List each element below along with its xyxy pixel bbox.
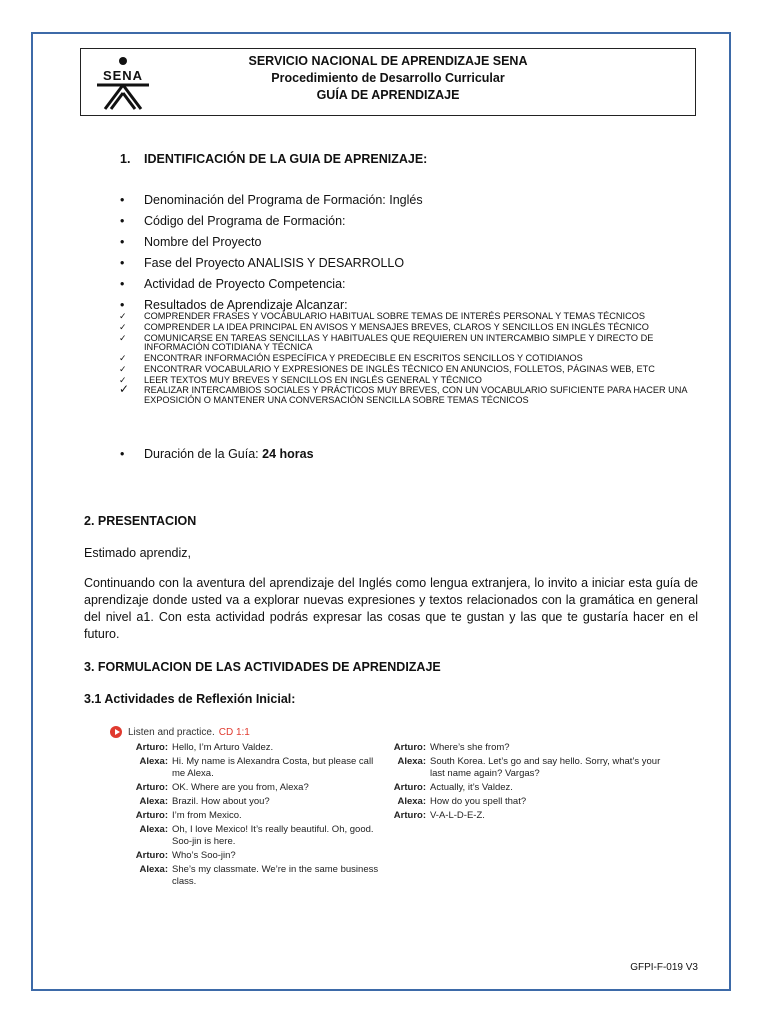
list-item [118,232,698,253]
dialog-column-left [118,742,380,890]
list-item-text: Actividad de Proyecto Competencia: [144,277,346,291]
list-item-text: Denominación del Programa de Formación: Inglés [144,193,423,207]
duration-item [118,447,314,461]
dialog-line [118,782,380,794]
logo-text: SENA [102,68,144,83]
result-text: COMPRENDER FRASES Y VOCABULARIO HABITUAL SOBRE TEMAS DE INTERÉS PERSONAL Y TEMAS TÉCNICOS [144,311,646,321]
checkmark-icon: ✓ [119,352,127,363]
dialog-text: Oh, I love Mexico! It’s really beautiful. Oh, good. Soo-jin is here. [172,824,374,847]
checkmark-icon: ✓ [119,382,130,397]
dialog-text: V-A-L-D-E-Z. [430,810,485,821]
speaker-name: Arturo: [135,742,168,753]
dialog-line [118,864,380,888]
speaker-name: Alexa: [397,756,426,767]
dialog-text: Brazil. How about you? [172,796,270,807]
speaker-name: Arturo: [393,810,426,821]
exercise-instruction [110,726,250,738]
bullet-icon: • [120,256,125,270]
dialog-text: Actually, it’s Valdez. [430,782,513,793]
section-3-heading: 3. FORMULACION DE LAS ACTIVIDADES DE APRENDIZAJE [84,660,441,674]
result-text: ENCONTRAR INFORMACIÓN ESPECÍFICA Y PREDECIBLE EN ESCRITOS SENCILLOS Y COTIDIANOS [144,352,583,363]
speaker-name: Alexa: [397,796,426,807]
identification-list [118,190,698,316]
section-1-title: IDENTIFICACIÓN DE LA GUIA DE APRENIZAJE: [144,152,428,166]
speaker-name: Arturo: [135,782,168,793]
list-item [118,274,698,295]
bullet-icon: • [120,235,125,249]
speaker-name: Arturo: [135,810,168,821]
section-2-heading: 2. PRESENTACION [84,514,197,528]
section-1-number: 1. [120,152,131,166]
list-item-text: Código del Programa de Formación: [144,214,346,228]
listening-exercise [110,726,670,936]
learning-results-list [118,312,698,407]
result-text: REALIZAR INTERCAMBIOS SOCIALES Y PRÁCTICOS MUY BREVES, CON UN VOCABULARIO SUFICIENTE PARA HACER UNA EXPOSICIÓN O MANTENER UNA CONVERSACIÓN SENCILLA SOBRE TEMAS TÉCNICOS [144,385,688,405]
dialog-text: Hi. My name is Alexandra Costa, but please call me Alexa. [172,756,374,779]
speaker-name: Alexa: [139,756,168,767]
bullet-icon: • [120,193,125,207]
checkmark-icon: ✓ [119,374,127,385]
bullet-icon: • [120,214,125,228]
dialog-line [384,742,664,754]
result-text: ENCONTRAR VOCABULARIO Y EXPRESIONES DE INGLÉS TÉCNICO EN ANUNCIOS, FOLLETOS, PÁGINAS WEB, ETC [144,363,655,374]
dialog-line [384,796,664,808]
list-item [118,211,698,232]
document-header [80,48,696,116]
checkmark-icon: ✓ [119,363,127,374]
dialog-text: How do you spell that? [430,796,527,807]
duration-value: 24 horas [262,447,314,461]
result-text: COMUNICARSE EN TAREAS SENCILLAS Y HABITUALES QUE REQUIEREN UN INTERCAMBIO SIMPLE Y DIRECTO DE INFORMACIÓN COTIDIANA Y TÉCNICA [144,332,654,353]
presentation-paragraph: Continuando con la aventura del aprendizaje del Inglés como lengua extranjera, lo invito a iniciar esta guía de aprendizaje donde usted va a explorar nuevas expresiones y textos relacionados con la gramática en general del nivel a1. Con esta actividad podrás expresar las cosas que te gustan y las que te gustaría hacer en el futuro. [84,576,698,641]
section-1-heading [120,152,427,166]
bullet-icon: • [120,277,125,291]
speaker-name: Arturo: [393,782,426,793]
result-item [118,382,698,405]
play-icon[interactable] [110,726,122,738]
dialog-text: I’m from Mexico. [172,810,242,821]
dialog-column-right [384,742,664,824]
dialog-line [384,810,664,822]
header-line-2: Procedimiento de Desarrollo Curricular [271,71,505,85]
dialog-text: Who’s Soo-jin? [172,850,236,861]
bullet-icon: • [120,298,125,312]
header-line-3: GUÍA DE APRENDIZAJE [316,88,460,102]
checkmark-icon: ✓ [119,311,127,321]
dialog-text: OK. Where are you from, Alexa? [172,782,309,793]
dialog-line [118,850,380,862]
dialog-text: Where’s she from? [430,742,510,753]
result-item [118,354,698,364]
result-item [118,376,698,386]
list-item-text: Resultados de Aprendizaje Alcanzar: [144,298,348,312]
document-code: GFPI-F-019 V3 [630,962,698,973]
dialog-line [118,824,380,848]
speaker-name: Alexa: [139,824,168,835]
header-title-block [81,53,695,104]
section-3-1-heading: 3.1 Actividades de Reflexión Inicial: [84,692,296,706]
result-text: LEER TEXTOS MUY BREVES Y SENCILLOS EN INGLÉS GENERAL Y TÉCNICO [144,374,482,385]
dialog-line [118,796,380,808]
dialog-text: Hello, I’m Arturo Valdez. [172,742,274,753]
speaker-name: Alexa: [139,864,168,875]
dialog-line [384,756,664,780]
dialog-text: She’s my classmate. We’re in the same business class. [172,864,379,887]
greeting-text: Estimado aprendiz, [84,546,192,560]
result-item [118,323,698,333]
cd-track-label: CD 1:1 [218,726,250,738]
dialog-text: South Korea. Let’s go and say hello. Sorry, what’s your last name again? Vargas? [430,756,661,779]
dialog-line [118,810,380,822]
result-item [118,365,698,375]
speaker-name: Arturo: [393,742,426,753]
list-item-text: Nombre del Proyecto [144,235,262,249]
result-item [118,312,698,322]
checkmark-icon: ✓ [119,332,127,343]
dialog-line [118,756,380,780]
result-item [118,334,698,353]
checkmark-icon: ✓ [119,321,127,332]
dialog-line [384,782,664,794]
list-item-text: Fase del Proyecto ANALISIS Y DESARROLLO [144,256,405,270]
bullet-icon: • [120,447,125,461]
speaker-name: Arturo: [135,850,168,861]
duration-label: Duración de la Guía: [144,447,263,461]
dialog-line [118,742,380,754]
list-item [118,190,698,211]
header-line-1: SERVICIO NACIONAL DE APRENDIZAJE SENA [248,54,528,68]
instruction-text: Listen and practice. [128,726,215,738]
speaker-name: Alexa: [139,796,168,807]
list-item [118,253,698,274]
result-text: COMPRENDER LA IDEA PRINCIPAL EN AVISOS Y MENSAJES BREVES, CLAROS Y SENCILLOS EN INGLÉS TÉCNICO [144,321,649,332]
